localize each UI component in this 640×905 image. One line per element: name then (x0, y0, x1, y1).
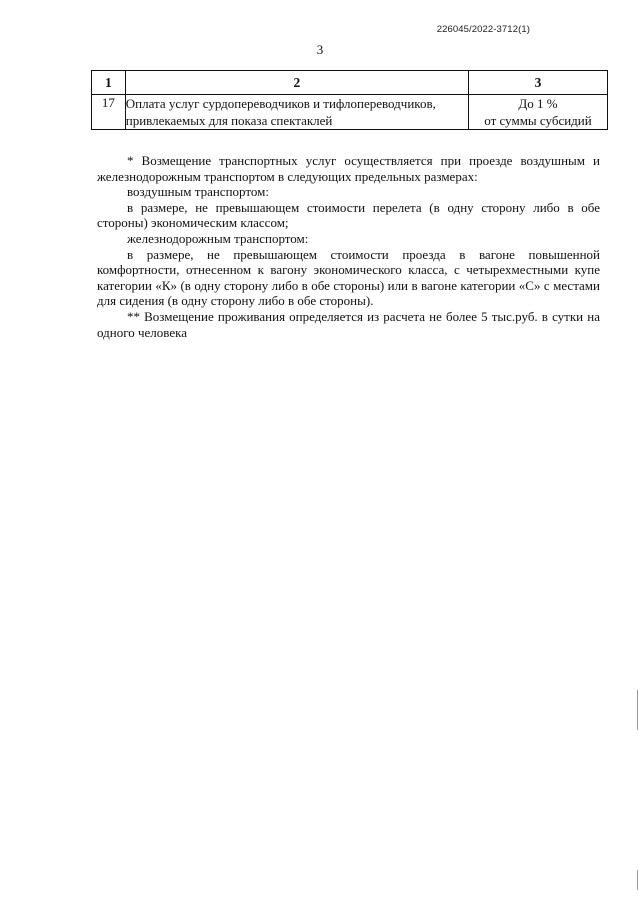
row-name-line: привлекаемых для показа спектаклей (125, 113, 333, 128)
footnote-rail-text: в размере, не превышающем стоимости проезда в вагоне повышенной комфортности, отнесенном к вагону экономического класса, с четырехместными купе категории «К» (в одну сторону либо в обе стороны) или в вагоне категории «С» с местами для сидения (в одну сторону либо в обе стороны). (97, 246, 600, 309)
page-number: 3 (316, 42, 324, 57)
column-header-3: 3 (469, 71, 608, 95)
row-value-line: До 1 % (518, 96, 558, 111)
footnotes-section (97, 153, 600, 340)
column-header-2: 2 (125, 71, 468, 95)
footnote-air-text: в размере, не превышающем стоимости перелета (в одну сторону либо в обе стороны) экономическим классом; (97, 199, 600, 231)
footnote-accommodation: ** Возмещение проживания определяется из расчета не более 5 тыс.руб. в сутки на одного человека (97, 308, 600, 340)
row-number-cell: 17 (92, 95, 126, 130)
footnote-transport: * Возмещение транспортных услуг осуществляется при проезде воздушным и железнодорожным транспортом в следующих предельных размерах: (97, 153, 600, 184)
row-name-cell (125, 95, 468, 130)
footnote-rail-heading: железнодорожным транспортом: (127, 230, 309, 246)
expense-table (91, 70, 608, 130)
row-value-cell (469, 95, 608, 130)
row-name-line: Оплата услуг сурдопереводчиков и тифлопереводчиков, (125, 96, 436, 111)
table-row (92, 95, 608, 130)
row-value-line: от суммы субсидий (484, 113, 592, 128)
footnote-air-heading: воздушным транспортом: (127, 184, 269, 200)
scan-edge-mark (637, 870, 638, 890)
table-header-row (92, 71, 608, 95)
scan-edge-mark (637, 690, 638, 730)
document-registration-number: 226045/2022-3712(1) (436, 24, 530, 35)
column-header-1: 1 (92, 71, 126, 95)
